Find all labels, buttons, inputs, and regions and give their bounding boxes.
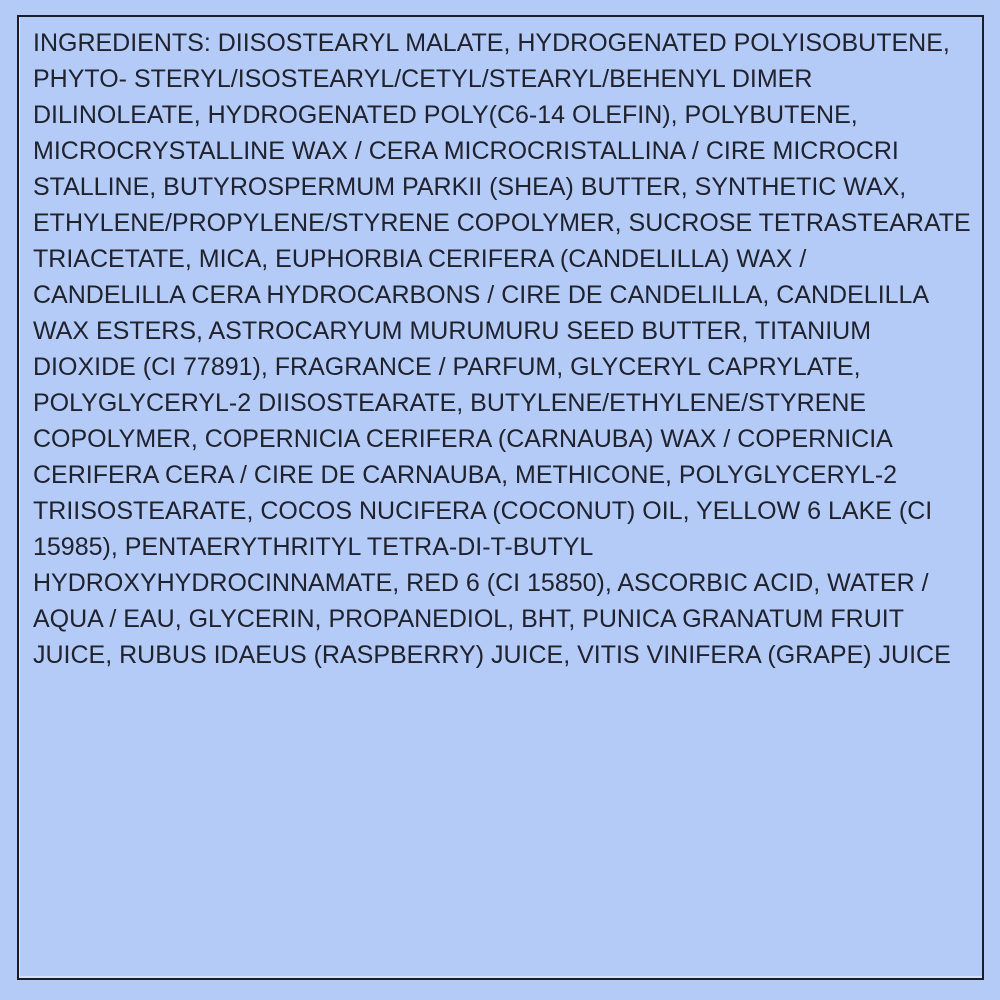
text-line: HYDROXYHYDROCINNAMATE, RED 6 (CI 15850), ASCORBIC ACID, WATER / <box>33 569 929 597</box>
text-line: STALLINE, BUTYROSPERMUM PARKII (SHEA) BUTTER, SYNTHETIC WAX, <box>33 173 907 201</box>
text-line: 15985), PENTAERYTHRITYL TETRA-DI-T-BUTYL <box>33 533 594 561</box>
text-line: PHYTO- STERYL/ISOSTEARYL/CETYL/STEARYL/BEHENYL DIMER <box>33 65 813 93</box>
text-line: TRIACETATE, MICA, EUPHORBIA CERIFERA (CANDELILLA) WAX / <box>33 245 807 273</box>
text-line: CANDELILLA CERA HYDROCARBONS / CIRE DE CANDELILLA, CANDELILLA <box>33 281 930 309</box>
text-line: COPOLYMER, COPERNICIA CERIFERA (CARNAUBA) WAX / COPERNICIA <box>33 425 893 453</box>
text-line: MICROCRYSTALLINE WAX / CERA MICROCRISTALLINA / CIRE MICROCRI <box>33 137 899 165</box>
text-line: JUICE, RUBUS IDAEUS (RASPBERRY) JUICE, VITIS VINIFERA (GRAPE) JUICE <box>33 641 951 669</box>
text-line: ETHYLENE/PROPYLENE/STYRENE COPOLYMER, SUCROSE TETRASTEARATE <box>33 209 971 237</box>
label-border-frame <box>17 15 984 980</box>
text-line: WAX ESTERS, ASTROCARYUM MURUMURU SEED BUTTER, TITANIUM <box>33 317 872 345</box>
text-line: DIOXIDE (CI 77891), FRAGRANCE / PARFUM, GLYCERYL CAPRYLATE, <box>33 353 861 381</box>
ingredients-text <box>33 25 976 673</box>
text-line: DILINOLEATE, HYDROGENATED POLY(C6-14 OLEFIN), POLYBUTENE, <box>33 101 858 129</box>
text-line: POLYGLYCERYL-2 DIISOSTEARATE, BUTYLENE/ETHYLENE/STYRENE <box>33 389 867 417</box>
text-line: TRIISOSTEARATE, COCOS NUCIFERA (COCONUT) OIL, YELLOW 6 LAKE (CI <box>33 497 933 525</box>
text-line: INGREDIENTS: DIISOSTEARYL MALATE, HYDROGENATED POLYISOBUTENE, <box>33 29 950 57</box>
text-line: CERIFERA CERA / CIRE DE CARNAUBA, METHICONE, POLYGLYCERYL-2 <box>33 461 898 489</box>
text-line: AQUA / EAU, GLYCERIN, PROPANEDIOL, BHT, PUNICA GRANATUM FRUIT <box>33 605 904 633</box>
